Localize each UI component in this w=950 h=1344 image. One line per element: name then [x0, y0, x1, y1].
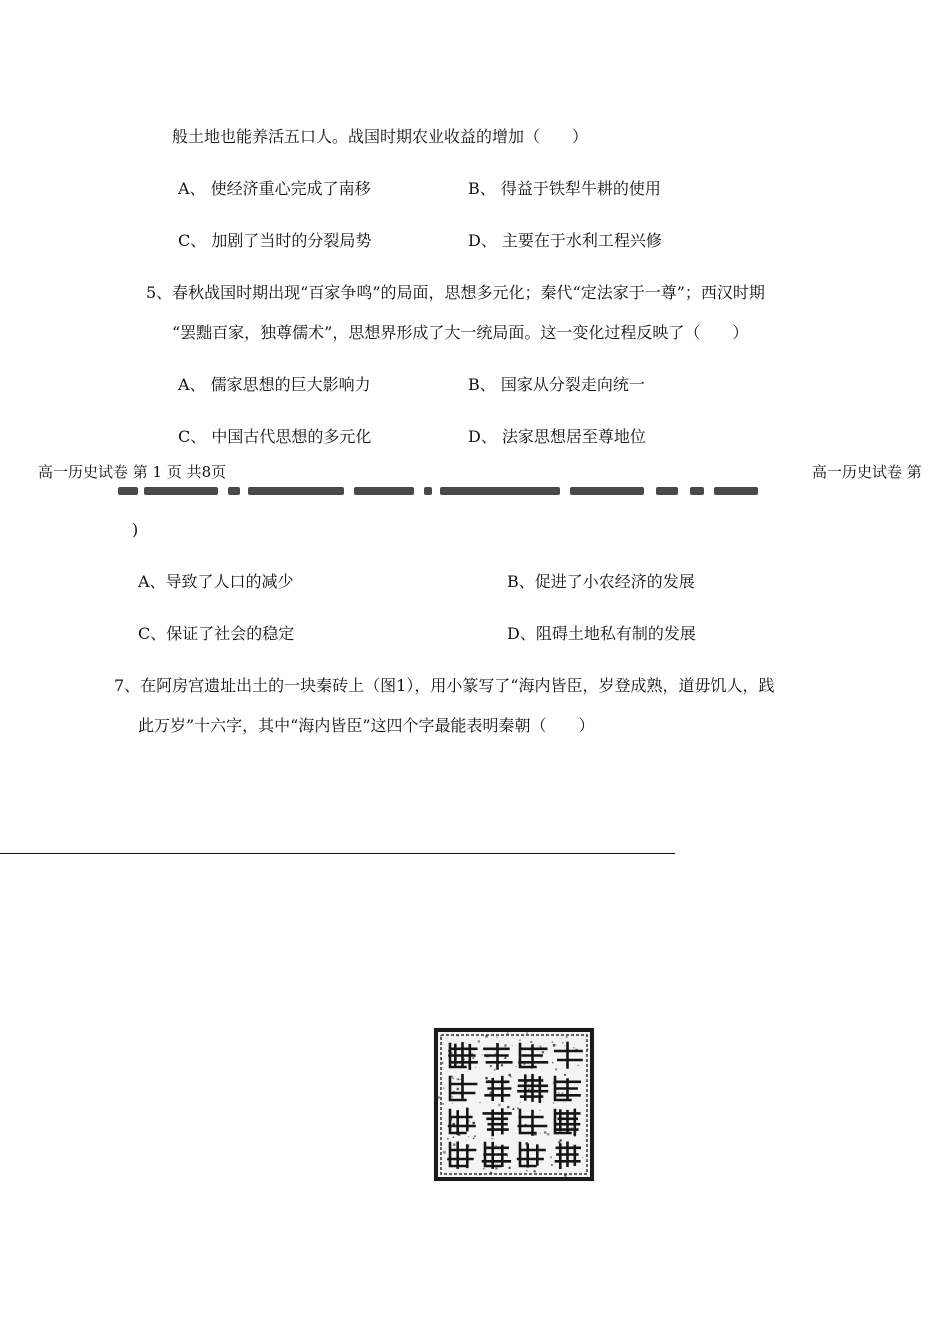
page-footer-right: 高一历史试卷 第 [812, 463, 922, 481]
q4-option-b: B、 得益于铁犁牛耕的使用 [468, 179, 661, 198]
q4-option-c: C、 加剧了当时的分裂局势 [178, 231, 372, 250]
q5-option-d: D、 法家思想居至尊地位 [468, 427, 646, 446]
q6-option-a: A、导致了人口的减少 [138, 572, 294, 591]
q5-option-a: A、 儒家思想的巨大影响力 [178, 375, 371, 394]
q5-option-b: B、 国家从分裂走向统一 [468, 375, 645, 394]
qin-brick-seal-script-image [433, 1027, 595, 1182]
q7-stem-line1: 7、在阿房宫遗址出土的一块秦砖上（图1），用小篆写了“海内皆臣，岁登成熟，道毋饥人，践 [114, 676, 775, 695]
q6-option-d: D、阻碍土地私有制的发展 [507, 624, 696, 643]
q6-stem-tail: ) [132, 520, 139, 539]
q4-stem-tail: 般土地也能养活五口人。战国时期农业收益的增加（ ） [172, 127, 589, 146]
horizontal-rule [0, 853, 675, 854]
q6-option-c: C、保证了社会的稳定 [138, 624, 295, 643]
q5-stem-line2: “罢黜百家，独尊儒术”，思想界形成了大一统局面。这一变化过程反映了（ ） [172, 323, 749, 342]
q6-stem-clipped-line [118, 487, 793, 497]
q4-option-d: D、 主要在于水利工程兴修 [468, 231, 662, 250]
q7-stem-line2: 此万岁”十六字，其中“海内皆臣”这四个字最能表明秦朝（ ） [138, 716, 595, 735]
q6-option-b: B、促进了小农经济的发展 [507, 572, 695, 591]
q4-option-a: A、 使经济重心完成了南移 [178, 179, 371, 198]
q5-option-c: C、 中国古代思想的多元化 [178, 427, 372, 446]
page-footer-left: 高一历史试卷 第 1 页 共8页 [38, 463, 227, 481]
q5-stem-line1: 5、春秋战国时期出现“百家争鸣”的局面，思想多元化；秦代“定法家于一尊”；西汉时期 [146, 283, 765, 302]
